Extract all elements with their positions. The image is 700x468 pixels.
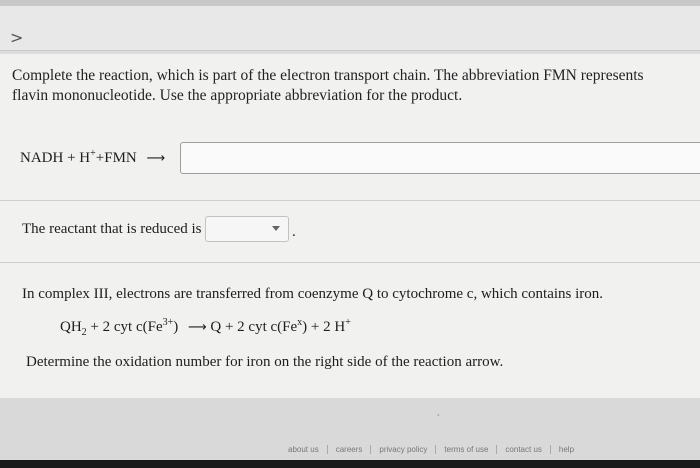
footer-link-help[interactable]: help — [558, 445, 575, 454]
divider — [0, 200, 700, 201]
rxn-close: ) — [173, 319, 182, 335]
footer-links — [280, 445, 582, 454]
reduced-reactant-label: The reactant that is reduced is — [22, 221, 202, 237]
decorative-dot: • — [437, 411, 440, 420]
footer-link-privacy[interactable]: privacy policy — [371, 445, 436, 454]
chevron-down-icon — [272, 226, 280, 231]
rxn-cyt-ox: + 2 cyt c(Fe — [86, 319, 163, 335]
footer-link-about[interactable]: about us — [280, 445, 328, 454]
reaction-lhs-part1: NADH + H — [20, 150, 91, 166]
determine-text: Determine the oxidation number for iron on the right side of the reaction arrow. — [26, 354, 504, 370]
complex-iii-reaction — [60, 319, 351, 336]
sentence-period: . — [292, 224, 296, 240]
complex-iii-text: In complex III, electrons are transferred from coenzyme Q to cytochrome c, which contains iron. — [22, 286, 604, 302]
rxn-fe-charge: 3+ — [162, 317, 174, 328]
reduced-reactant-dropdown[interactable] — [205, 216, 289, 242]
footer-link-careers[interactable]: careers — [328, 445, 372, 454]
product-answer-input[interactable] — [180, 142, 700, 174]
footer-link-terms[interactable]: terms of use — [436, 445, 497, 454]
rxn-qh: QH — [60, 319, 82, 335]
reaction-lhs-part2: +FMN — [95, 150, 137, 166]
rxn-h-charge: + — [345, 317, 351, 328]
rxn-h: ) + 2 H — [302, 319, 346, 335]
arrow-icon: ⟶ — [188, 320, 207, 335]
footer-link-contact[interactable]: contact us — [497, 445, 550, 454]
rxn-fe-x: x — [297, 317, 303, 328]
reaction-lhs-charge: + — [90, 148, 96, 159]
question-text: Complete the reaction, which is part of the electron transport chain. The abbreviation FMN represents flavin mononucleotide. Use the appropriate abbreviation for the product. — [12, 67, 644, 104]
rxn-qh-sub: 2 — [81, 327, 87, 338]
top-bar — [0, 6, 700, 51]
bottom-edge — [0, 460, 700, 468]
divider — [0, 262, 700, 263]
footer — [0, 398, 700, 468]
chevron-right-icon[interactable]: > — [10, 28, 24, 47]
reaction-equation — [20, 150, 165, 167]
arrow-icon: ⟶ — [146, 151, 166, 166]
rxn-products: Q + 2 cyt c(Fe — [206, 319, 298, 335]
